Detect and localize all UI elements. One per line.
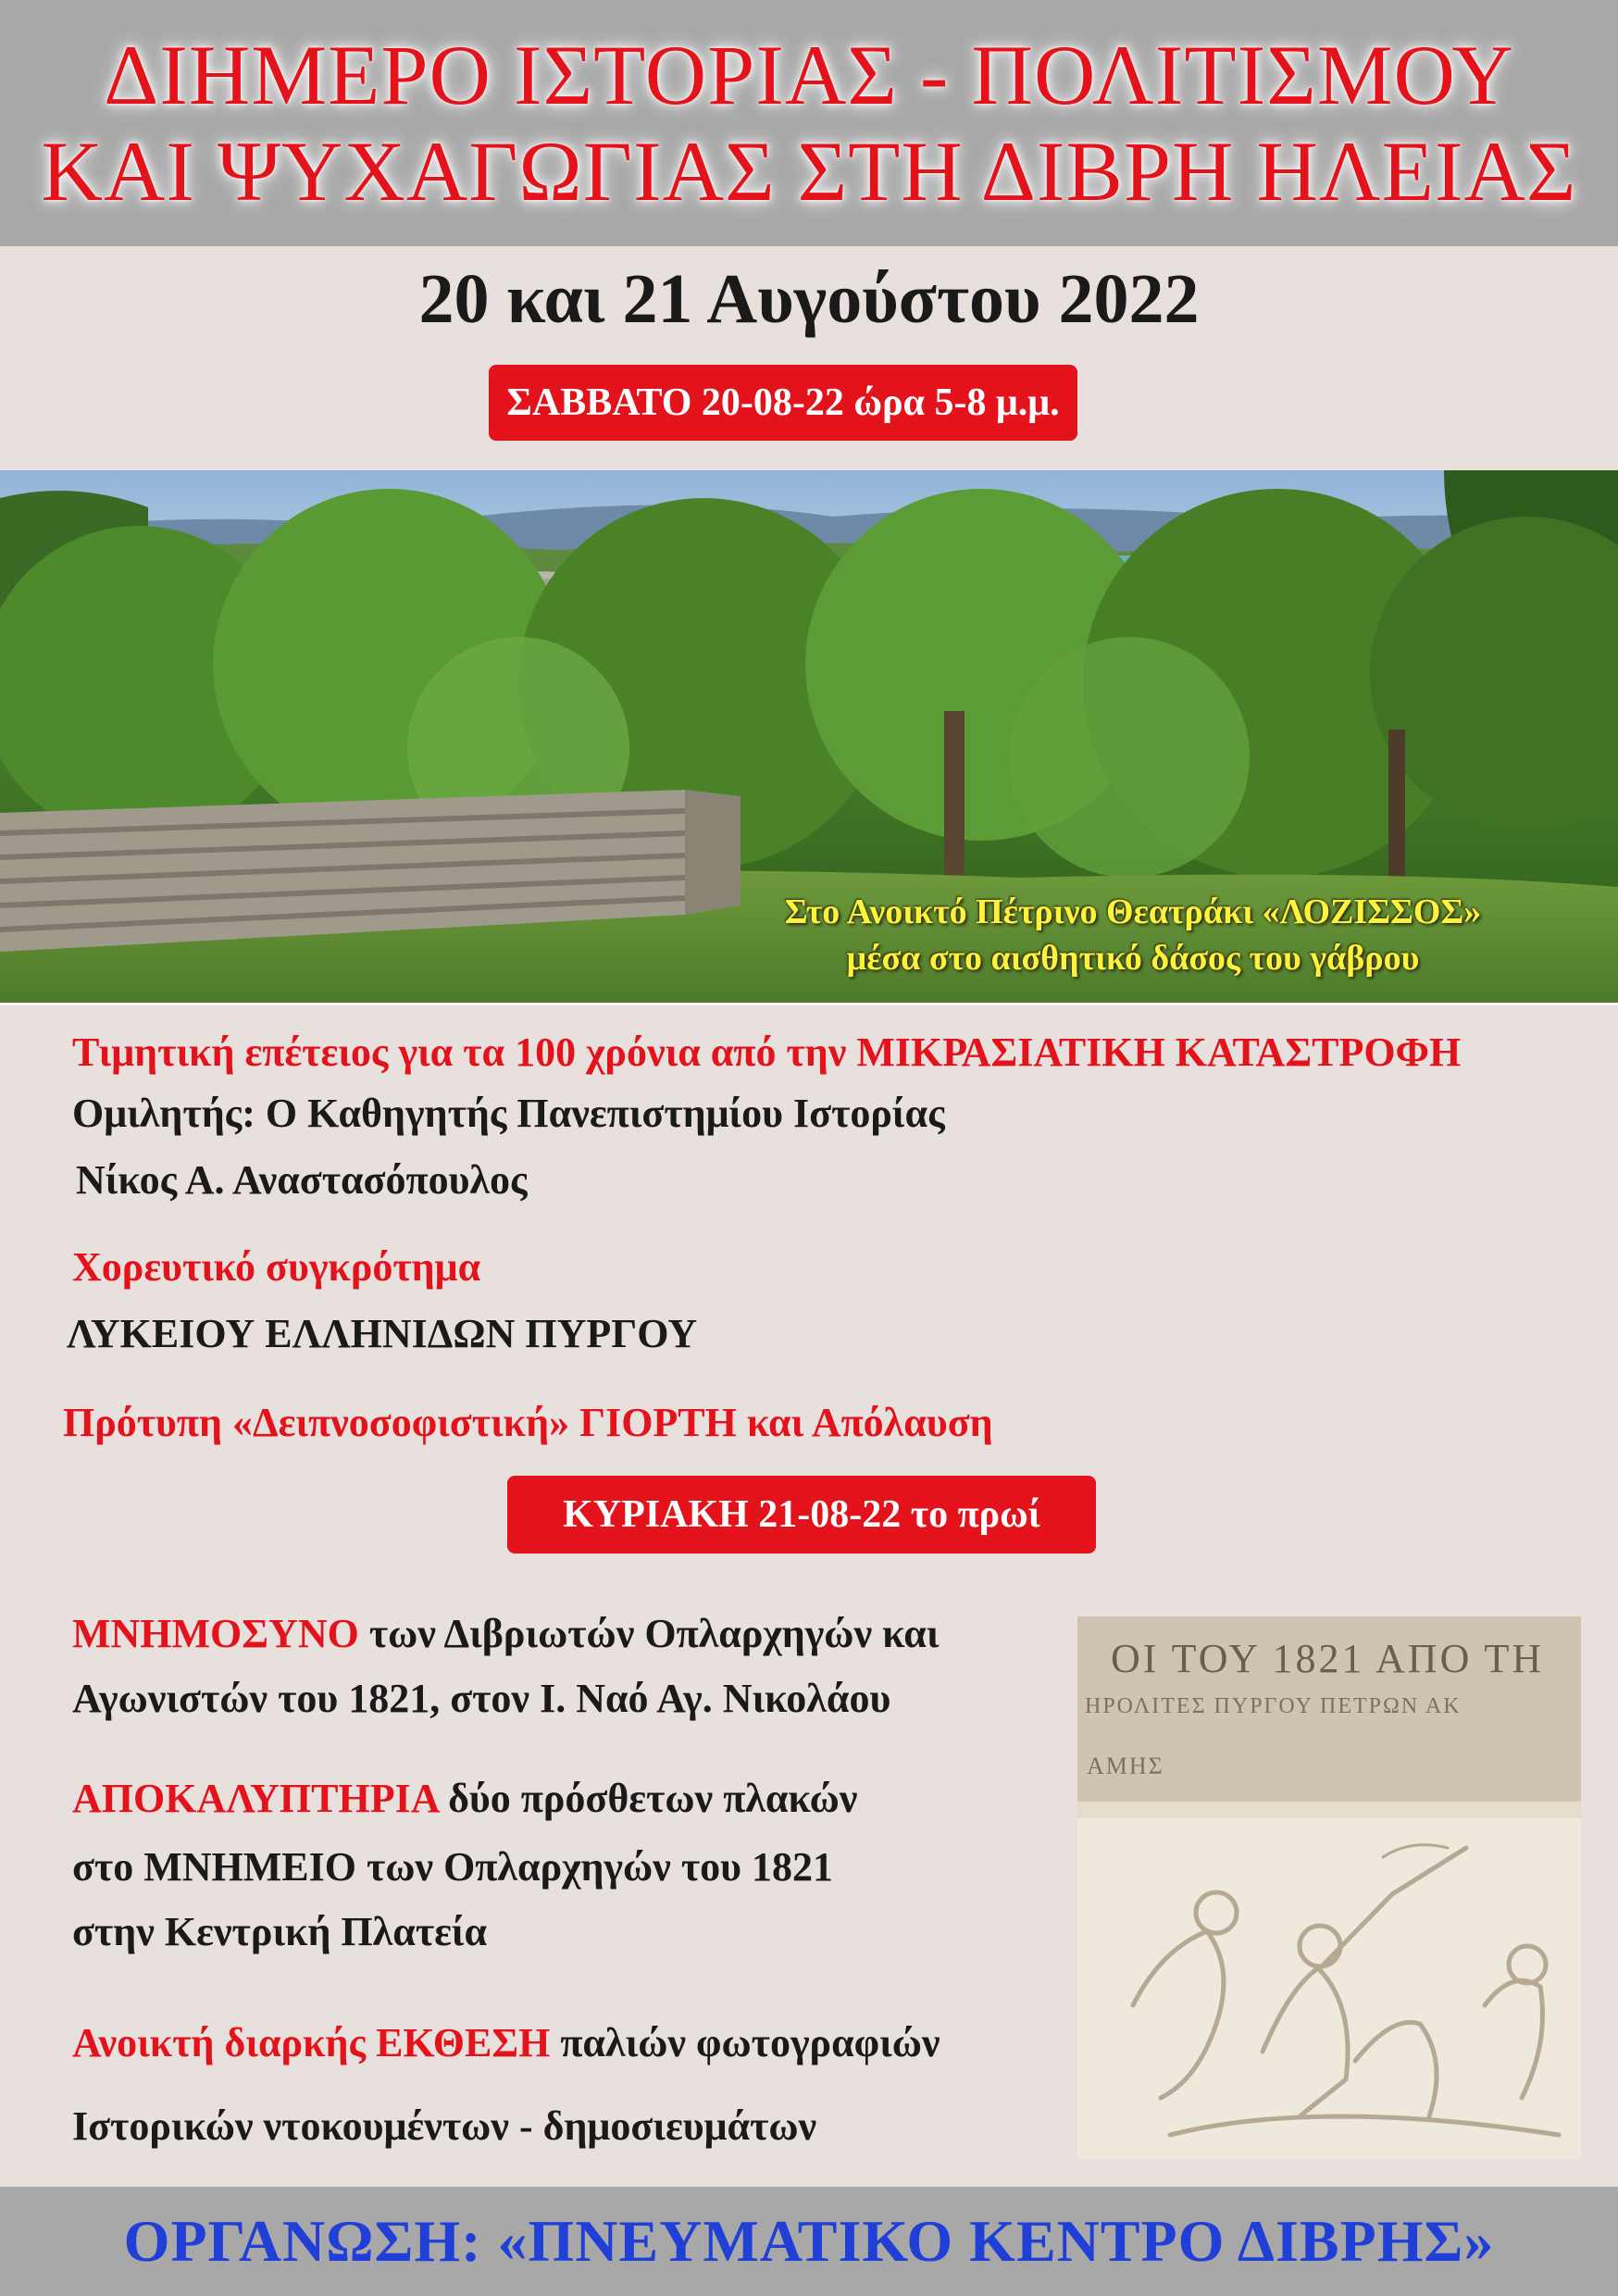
sunday-badge: ΚΥΡΙΑΚΗ 21-08-22 το πρωί xyxy=(507,1476,1096,1554)
memorial-line-2: Αγωνιστών του 1821, στον Ι. Ναό Αγ. Νικολάου xyxy=(72,1676,891,1721)
exhibition-line-2: Ιστορικών ντοκουμέντων - δημοσιευμάτων xyxy=(72,2103,817,2149)
exhibition-line-1 xyxy=(72,2016,940,2070)
title-line-2: ΚΑΙ ΨΥΧΑΓΩΓΙΑΣ ΣΤΗ ΔΙΒΡΗ ΗΛΕΙΑΣ xyxy=(41,124,1577,218)
unveiling-line-2: στο ΜΝΗΜΕΙΟ των Οπλαρχηγών του 1821 xyxy=(72,1844,833,1890)
relief-inscription-2: ΗΡΟΛΙΤΕΣ ΠΥΡΓΟΥ ΠΕΤΡΩΝ ΑΚ xyxy=(1085,1694,1462,1718)
photo-caption xyxy=(670,889,1596,981)
unveiling-line-3: στην Κεντρική Πλατεία xyxy=(72,1909,488,1954)
exhibition-rest: παλιών φωτογραφιών xyxy=(550,2020,940,2065)
unveiling-highlight: ΑΠΟΚΑΛΥΠΤΗΡΙΑ xyxy=(72,1776,439,1821)
title-line-1: ΔΙΗΜΕΡΟ ΙΣΤΟΡΙΑΣ - ΠΟΛΙΤΙΣΜΟΥ xyxy=(104,28,1514,122)
feast-line: Πρότυπη «Δειπνοσοφιστική» ΓΙΟΡΤΗ και Απόλαυση xyxy=(63,1400,993,1445)
unveiling-rest: δύο πρόσθετων πλακών xyxy=(438,1776,858,1821)
exhibition-highlight: Ανοικτή διαρκής ΕΚΘΕΣΗ xyxy=(72,2020,551,2065)
unveiling-line-1 xyxy=(72,1772,857,1826)
speaker-line-1: Ομιλητής: Ο Καθηγητής Πανεπιστημίου Ιστορίας xyxy=(72,1091,945,1136)
organizer-text: ΟΡΓΑΝΩΣΗ: «ΠΝΕΥΜΑΤΙΚΟ ΚΕΝΤΡΟ ΔΙΒΡΗΣ» xyxy=(123,2208,1495,2274)
monument-relief-photo xyxy=(1077,1616,1581,2159)
monument-relief-illustration xyxy=(1077,1616,1581,2159)
speaker-line-2: Νίκος Α. Αναστασόπουλος xyxy=(76,1157,528,1203)
memorial-rest: των Διβριωτών Οπλαρχηγών και xyxy=(358,1611,940,1656)
anniversary-heading: Τιμητική επέτειος για τα 100 χρόνια από την ΜΙΚΡΑΣΙΑΤΙΚΗ ΚΑΤΑΣΤΡΟΦΗ xyxy=(72,1029,1462,1075)
photo-caption-line-2: μέσα στο αισθητικό δάσος του γάβρου xyxy=(846,939,1420,978)
dance-group: ΛΥΚΕΙΟΥ ΕΛΛΗΝΙΔΩΝ ΠΥΡΓΟΥ xyxy=(67,1311,698,1356)
memorial-line-1 xyxy=(72,1607,939,1661)
poster-header xyxy=(0,0,1618,246)
photo-caption-line-1: Στο Ανοικτό Πέτρινο Θεατράκι «ΛΟΖΙΣΣΟΣ» xyxy=(784,892,1482,931)
dance-title: Χορευτικό συγκρότημα xyxy=(72,1244,481,1290)
relief-inscription-3: ΑΜΗΣ xyxy=(1087,1753,1164,1779)
saturday-badge: ΣΑΒΒΑΤΟ 20-08-22 ώρα 5-8 μ.μ. xyxy=(489,365,1077,441)
event-dates: 20 και 21 Αυγούστου 2022 xyxy=(418,260,1200,338)
organizer-footer xyxy=(0,2187,1618,2296)
relief-inscription-1: ΟΙ ΤΟΥ 1821 ΑΠΟ ΤΗ xyxy=(1111,1636,1545,1681)
memorial-highlight: ΜΝΗΜΟΣΥΝΟ xyxy=(72,1611,359,1656)
